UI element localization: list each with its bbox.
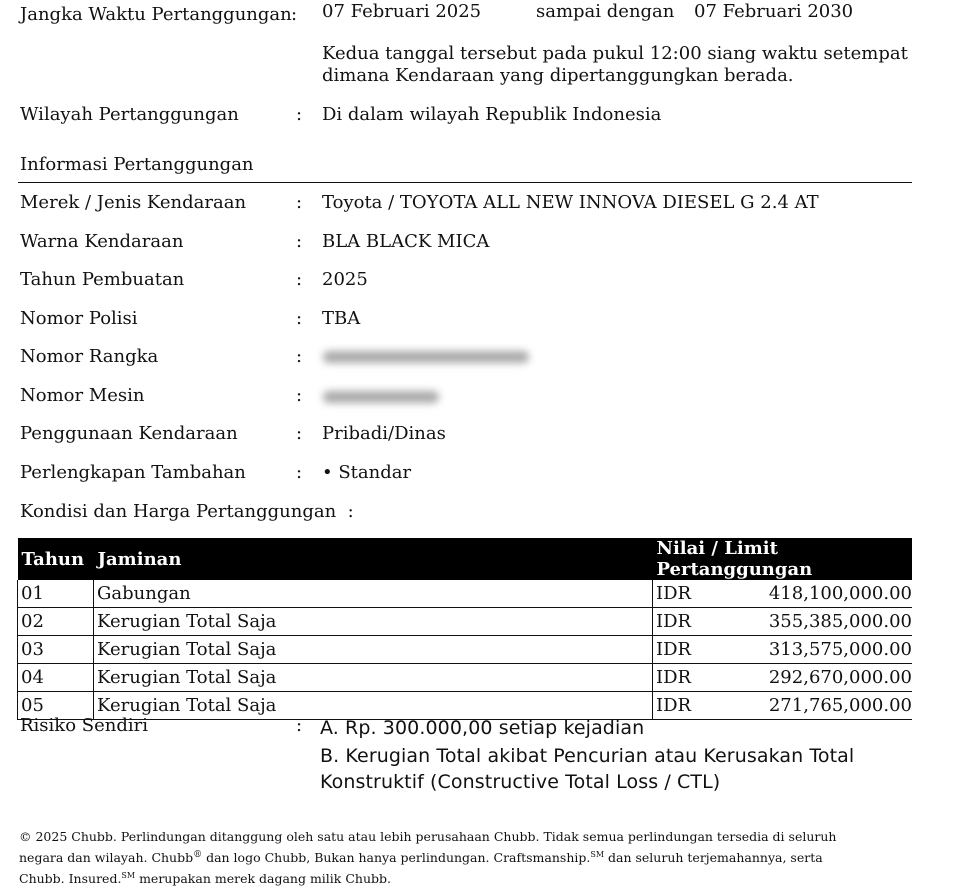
- year-colon: :: [296, 269, 303, 290]
- row-currency: IDR: [653, 580, 699, 608]
- plate-colon: :: [296, 308, 303, 329]
- table-row: [18, 664, 913, 692]
- row-amount: 355,385,000.00: [698, 608, 912, 636]
- chassis-redacted-value: [323, 351, 529, 363]
- row-year: 01: [18, 580, 94, 608]
- row-coverage: Kerugian Total Saja: [94, 608, 653, 636]
- row-year: 05: [18, 692, 94, 720]
- color-value: BLA BLACK MICA: [322, 231, 490, 252]
- footer-disclaimer: [19, 828, 919, 888]
- usage-label: Penggunaan Kendaraan: [20, 423, 238, 444]
- equipment-label: Perlengkapan Tambahan: [20, 462, 246, 483]
- deductible-label: Risiko Sendiri: [20, 715, 148, 736]
- engine-colon: :: [296, 385, 303, 406]
- service-mark: SM: [590, 850, 605, 859]
- row-amount: 313,575,000.00: [698, 636, 912, 664]
- row-coverage: Kerugian Total Saja: [94, 692, 653, 720]
- usage-value: Pribadi/Dinas: [322, 423, 446, 444]
- period-start-date: 07 Februari 2025: [322, 1, 482, 22]
- plate-value: TBA: [322, 308, 361, 329]
- row-amount: 418,100,000.00: [698, 580, 912, 608]
- footer-line2: [19, 846, 919, 867]
- table-row: [18, 692, 913, 720]
- equipment-value: • Standar: [322, 462, 412, 483]
- table-row: [18, 580, 913, 608]
- row-currency: IDR: [653, 664, 699, 692]
- chassis-label: Nomor Rangka: [20, 346, 159, 367]
- row-year: 02: [18, 608, 94, 636]
- row-amount: 292,670,000.00: [698, 664, 912, 692]
- row-currency: IDR: [653, 608, 699, 636]
- period-end-date: 07 Februari 2030: [694, 1, 854, 22]
- row-coverage: Kerugian Total Saja: [94, 636, 653, 664]
- section-divider: [18, 182, 912, 183]
- footer-line2-c: dan seluruh terjemahannya, serta: [604, 850, 823, 866]
- usage-colon: :: [296, 423, 303, 444]
- row-currency: IDR: [653, 692, 699, 720]
- area-value: Di dalam wilayah Republik Indonesia: [322, 104, 662, 125]
- brand-colon: :: [296, 192, 303, 213]
- color-colon: :: [296, 231, 303, 252]
- chassis-colon: :: [296, 346, 303, 367]
- footer-line3-a: Chubb. Insured.: [19, 871, 122, 887]
- header-year: Tahun: [18, 538, 94, 580]
- header-limit: Nilai / Limit Pertanggungan: [653, 538, 913, 580]
- deductible-line-a: A. Rp. 300.000,00 setiap kejadian: [320, 717, 645, 739]
- row-amount: 271,765,000.00: [698, 692, 912, 720]
- table-row: [18, 608, 913, 636]
- footer-line3: [19, 867, 919, 888]
- footer-line2-b: dan logo Chubb, Bukan hanya perlindungan. Craftsmanship.: [202, 850, 591, 866]
- period-connector: sampai dengan: [536, 1, 675, 22]
- row-coverage: Kerugian Total Saja: [94, 664, 653, 692]
- equipment-colon: :: [296, 462, 303, 483]
- row-coverage: Gabungan: [94, 580, 653, 608]
- coverage-table-header: [18, 538, 913, 580]
- row-year: 03: [18, 636, 94, 664]
- conditions-label: Kondisi dan Harga Pertanggungan :: [20, 501, 354, 522]
- service-mark: SM: [121, 871, 136, 881]
- period-label: Jangka Waktu Pertanggungan: [20, 4, 292, 25]
- period-colon: :: [291, 4, 298, 25]
- footer-line2-a: negara dan wilayah. Chubb: [19, 850, 194, 866]
- brand-value: Toyota / TOYOTA ALL NEW INNOVA DIESEL G 2.4 AT: [322, 192, 819, 213]
- row-currency: IDR: [653, 636, 699, 664]
- year-value: 2025: [322, 269, 368, 290]
- row-year: 04: [18, 664, 94, 692]
- engine-redacted-value: [323, 391, 439, 403]
- deductible-line-b1: B. Kerugian Total akibat Pencurian atau Kerusakan Total: [320, 745, 855, 767]
- registered-mark: ®: [193, 850, 203, 860]
- engine-label: Nomor Mesin: [20, 385, 145, 406]
- period-note-line1: Kedua tanggal tersebut pada pukul 12:00 siang waktu setempat: [322, 43, 908, 64]
- year-label: Tahun Pembuatan: [20, 269, 185, 290]
- area-colon: :: [296, 104, 303, 125]
- area-label: Wilayah Pertanggungan: [20, 104, 239, 125]
- coverage-table: [17, 538, 912, 720]
- brand-label: Merek / Jenis Kendaraan: [20, 192, 247, 213]
- deductible-line-b2: Konstruktif (Constructive Total Loss / CTL): [320, 771, 721, 793]
- section-title: Informasi Pertanggungan: [20, 154, 254, 175]
- color-label: Warna Kendaraan: [20, 231, 184, 252]
- plate-label: Nomor Polisi: [20, 308, 138, 329]
- header-coverage: Jaminan: [94, 538, 653, 580]
- footer-line3-b: merupakan merek dagang milik Chubb.: [135, 871, 391, 887]
- deductible-colon: :: [296, 715, 303, 736]
- table-row: [18, 636, 913, 664]
- period-note-line2: dimana Kendaraan yang dipertanggungkan berada.: [322, 65, 794, 86]
- footer-line1: © 2025 Chubb. Perlindungan ditanggung oleh satu atau lebih perusahaan Chubb. Tidak semua perlindungan tersedia di seluruh: [19, 829, 837, 844]
